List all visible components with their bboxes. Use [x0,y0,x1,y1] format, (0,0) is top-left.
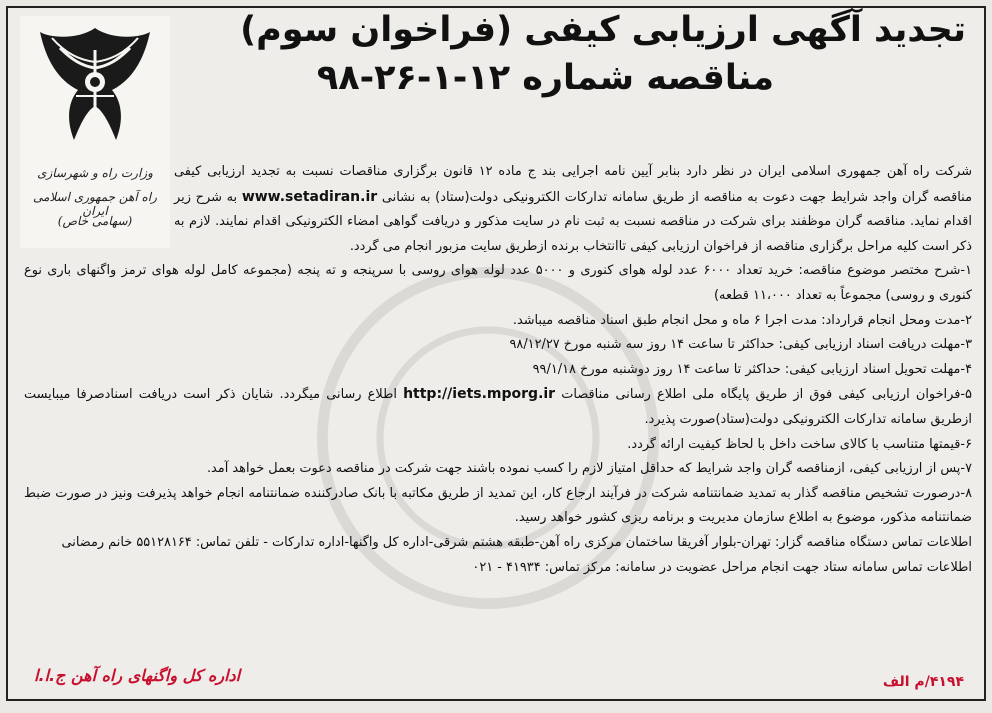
intro-paragraph [24,160,972,259]
setadiran-link[interactable]: www.setadiran.ir [241,188,378,205]
item-1: ۱-شرح مختصر موضوع مناقصه: خرید تعداد ۶۰۰۰ عدد لوله هوای کنوری و ۵۰۰۰ عدد لوله هوای روسی با سرپنجه و ته پنجه (مجموعه کامل لوله هوای ترمز واگنهای باری نوع کنوری و روسی) مجموعاً به تعداد ۱۱،۰۰۰ قطعه) [24,263,972,303]
ministry-line-1: وزارت راه و شهرسازی [37,166,153,180]
ministry-line-2: راه آهن جمهوری اسلامی ایران [33,190,157,218]
setad-contact-info: اطلاعات تماس سامانه ستاد جهت انجام مراحل عضویت در سامانه: مرکز تماس: ۴۱۹۳۴ - ۰۲۱ [472,559,972,575]
item-4: ۴-مهلت تحویل اسناد ارزیابی کیفی: حداکثر تا ساعت ۱۴ روز دوشنبه مورخ ۹۹/۱/۱۸ [532,361,972,377]
item-7: ۷-پس از ارزیابی کیفی، ازمناقصه گران واجد شرایط که حداقل امتیاز لازم را کسب نموده باشند جهت شرکت در مناقصه دعوت بعمل خواهد آمد. [206,461,972,477]
item-5-text-1: ۵-فراخوان ارزیابی کیفی فوق از طریق پایگاه ملی اطلاع رسانی مناقصات [561,387,972,403]
notice-title: تجدید آگهی ارزیابی کیفی (فراخوان سوم) [240,10,966,50]
reference-code: ۴۱۹۴/م الف [882,674,964,690]
newspaper-notice [6,6,986,701]
item-8: ۸-درصورت تشخیص مناقصه گذار به تمدید ضمانتنامه شرکت در فرآیند ارجاع کار، این تمدید از طریق مکاتبه با بانک صادرکننده ضمانتنامه انجام خواهد پذیرفت ونیز در صورت ضبط ضمانتنامه مذکور، موضوع به اطلاع سازمان مدیریت و برنامه ریزی کشور خواهد رسید. [24,485,972,526]
item-2: ۲-مدت ومحل انجام قرارداد: مدت اجرا ۶ ماه و محل انجام طبق اسناد مناقصه میباشد. [512,312,972,328]
item-6: ۶-قیمتها متناسب با کالای ساخت داخل با لحاظ کیفیت ارائه گردد. [627,436,972,452]
intro-text-2: به شرح زیر اقدام نماید. مناقصه گران موظفند برای شرکت در مناقصه نسبت به ثبت نام در سایت مذکور و دریافت گواهی امضاء الکترونیکی اقدام نمایند. لازم به ذکر است کلیه مراحل برگزاری مناقصه از فراخوان ارزیابی کیفی تاانتخاب برنده ازطریق سایت مزبور انجام می گردد. [174,189,972,254]
railway-emblem-icon [38,20,152,160]
tender-number: مناقصه شماره ۱۲-۱-۲۶-۹۸ [316,58,774,98]
item-5 [24,382,972,432]
item-3: ۳-مهلت دریافت اسناد ارزیابی کیفی: حداکثر تا ساعت ۱۴ روز سه شنبه مورخ ۹۸/۱۲/۲۷ [509,337,972,353]
intro-text-1: شرکت راه آهن جمهوری اسلامی ایران در نظر دارد بنابر آیین نامه اجرایی بند ج ماده ۱۲ قانون برگزاری مناقصات نسبت به تجدید ارزیابی کیفی مناقصه گران واجد شرایط جهت دعوت به مناقصه از طریق سامانه تدارکات الکترونیکی دولت(ستاد) به نشانی [174,164,972,205]
signature: اداره کل واگنهای راه آهن ج.ا.ا [34,666,241,685]
iets-link[interactable]: http://iets.mporg.ir [403,386,556,403]
item-5-text-2: اطلاع رسانی میگردد. شایان ذکر است دریافت اسنادصرفا میبایست ازطریق سامانه تدارکات الکترونیکی دولت(ستاد)صورت پذیرد. [24,387,972,427]
notice-body [24,160,972,580]
contact-info: اطلاعات تماس دستگاه مناقصه گزار: تهران-بلوار آفریقا ساختمان مرکزی راه آهن-طبقه هشتم شرقی-اداره کل واگنها-اداره تدارکات - تلفن تماس: ۵۵۱۲۸۱۶۴ خانم رمضانی [61,534,972,550]
ministry-line-3: (سهامی خاص) [57,214,133,228]
